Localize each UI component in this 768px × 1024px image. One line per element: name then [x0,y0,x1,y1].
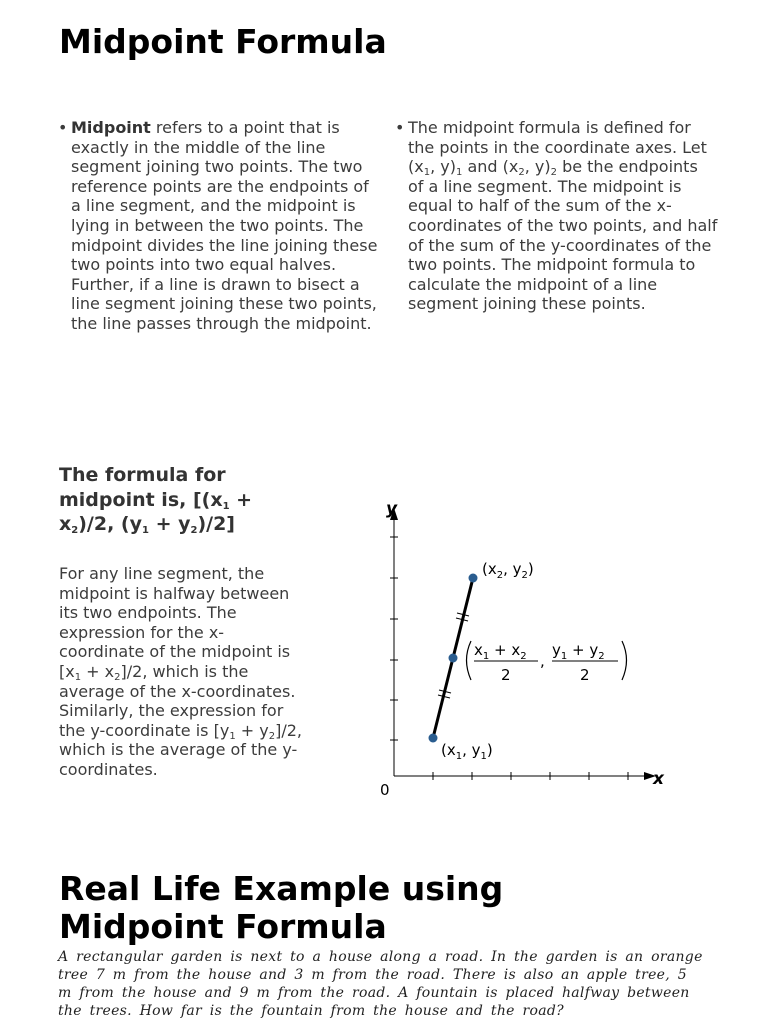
endpoint-1 [429,734,438,743]
num-sub: 1 [560,651,568,662]
text: + x [81,661,115,681]
x-numerator [474,641,527,662]
right-paren [622,641,627,680]
text: , y) [524,157,551,177]
x-denominator: 2 [501,666,511,684]
num-sub: 2 [520,651,527,662]
bullet: • [58,118,68,137]
subscript: 1 [455,167,463,179]
label-text: ) [486,741,493,759]
text: The formula for midpoint is, [(x [59,464,226,511]
y-axis-label: y [386,499,398,519]
handwritten-problem: A rectangular garden is next to a house along a road. In the garden is an orange tree 7 m from the house and 3 m from the road. There is also an apple tree, 5 m from the house and 9 m from the road. A fountain is placed halfway between the trees. How far is the fountain from the house and the road? [58,949,703,1019]
text: + y [235,720,269,740]
num-sub: 2 [598,651,605,662]
text: ]/2, which is the average of the x-coordinates. Similarly, the expression for the y-coordinate is [y [59,661,296,740]
text: ]/2, which is the average of the y-coordinates. [59,720,303,779]
fraction-comma: , [540,652,545,670]
subscript: 2 [518,167,525,179]
formula-heading [59,463,299,537]
endpoint-2 [469,574,478,583]
formula-explanation [59,564,309,780]
label-text: (x [441,741,456,759]
text: For any line segment, the midpoint is halfway between its two endpoints. The expression for the x-coordinate of the midpoint is [x [59,564,291,681]
midpoint [449,654,458,663]
num-sub: 1 [482,651,490,662]
text: be the endpoints of a line segment. The midpoint is equal to half of the sum of the x-coordinates of the two points, and half of the sum of the y-coordinates of the two points. The midpoint formula to calculate the midpoint of a line segment joining these points. [408,157,718,314]
num-text: x [474,641,483,659]
num-text: + y [567,641,599,659]
label-sub: 1 [480,751,487,762]
x-axis-label: x [653,769,664,789]
text: )/2] [197,513,235,535]
subscript: 1 [423,167,431,179]
subscript: 2 [268,730,276,742]
midpoint-graph [370,494,670,804]
subscript: 2 [114,671,121,683]
midpoint-label [467,641,627,684]
definition-text: refers to a point that is exactly in the middle of the line segment joining two points. The two reference points are the endpoints of a line segment, and the midpoint is lying in between the two points. The midpoint divides the line joining these two points into two equal halves. Further, if a line is drawn to bisect a line segment joining these two points, the line passes through the midpoint. [71,118,378,333]
text: + y [148,513,191,535]
section-title: Real Life Example using Midpoint Formula [59,869,504,946]
label-text: , y [503,560,522,578]
y-numerator [552,641,605,662]
bullet: • [395,118,405,137]
subscript: 1 [141,525,149,536]
label-text: , y [462,741,481,759]
midpoint-definition [58,118,381,334]
label-sub: 1 [455,751,463,762]
endpoint-1-label [441,741,493,762]
origin-label: 0 [380,781,390,799]
text: )/2, (y [78,513,142,535]
label-sub: 2 [496,570,504,581]
num-text: + x [489,641,521,659]
subscript: 1 [222,500,230,512]
midpoint-term: Midpoint [71,118,151,137]
text: + x [59,488,253,535]
label-sub: 2 [521,570,528,581]
label-text: (x [482,560,497,578]
y-denominator: 2 [580,666,590,684]
text: and (x [462,157,519,177]
endpoint-2-label [482,560,534,581]
label-text: ) [527,560,534,578]
left-paren [467,641,472,680]
subscript: 1 [229,730,236,742]
subscript: 2 [550,167,557,179]
subscript: 2 [190,525,198,536]
text: , y) [430,157,456,177]
page-title: Midpoint Formula [59,22,387,61]
formula-description [395,118,718,314]
subscript: 1 [74,671,82,683]
num-text: y [552,641,561,659]
text: The midpoint formula is defined for the points in the coordinate axes. Let (x [408,118,707,177]
subscript: 2 [71,525,79,536]
